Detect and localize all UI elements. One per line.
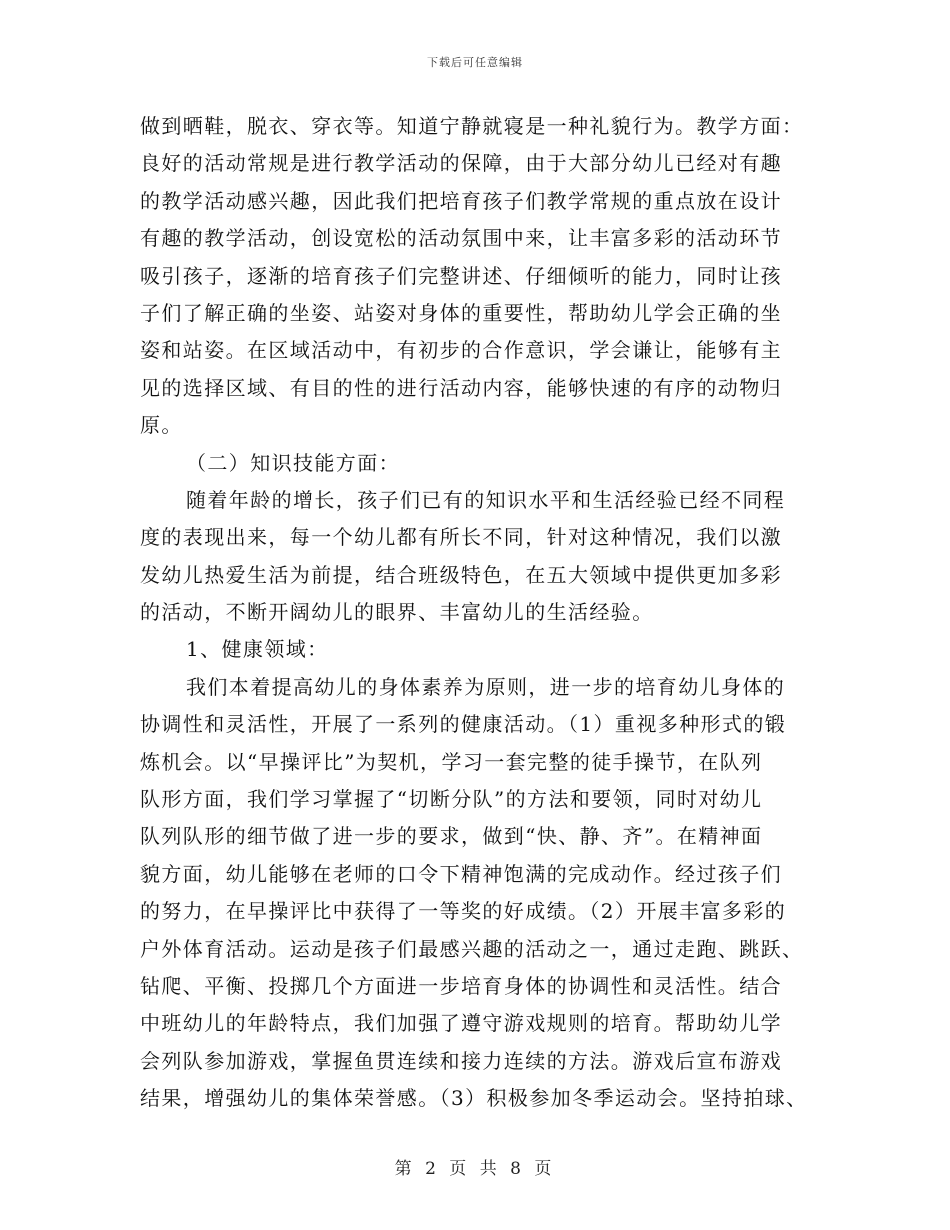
text-line: 炼机会。以“早操评比”为契机，学习一套完整的徒手操节，在队列 bbox=[140, 749, 763, 774]
text-line: 1、健康领域： bbox=[186, 637, 329, 662]
text-line: 的教学活动感兴趣，因此我们把培育孩子们教学常规的重点放在设计 bbox=[140, 188, 782, 213]
text-line: 随着年龄的增长，孩子们已有的知识水平和生活经验已经不同程 bbox=[186, 487, 786, 512]
text-line: 队形方面，我们学习掌握了“切断分队”的方法和要领，同时对幼儿 bbox=[140, 787, 763, 812]
text-line: 队列队形的细节做了进一步的要求，做到“快、静、齐”。在精神面 bbox=[140, 824, 763, 849]
page-header-note: 下载后可任意编辑 bbox=[427, 56, 523, 69]
text-line: （二）知识技能方面： bbox=[186, 450, 400, 475]
text-line: 度的表现出来，每一个幼儿都有所长不同，针对这种情况，我们以激 bbox=[140, 525, 782, 550]
text-line: 原。 bbox=[140, 413, 183, 438]
text-line: 做到晒鞋，脱衣、穿衣等。知道宁静就寝是一种礼貌行为。教学方面： bbox=[140, 114, 804, 138]
text-line: 发幼儿热爱生活为前提，结合班级特色，在五大领域中提供更加多彩 bbox=[140, 562, 782, 587]
text-line: 户外体育活动。运动是孩子们最感兴趣的活动之一，通过走跑、跳跃、 bbox=[140, 936, 804, 961]
text-line: 中班幼儿的年龄特点，我们加强了遵守游戏规则的培育。帮助幼儿学 bbox=[140, 1011, 782, 1036]
text-line: 我们本着提高幼儿的身体素养为原则，进一步的培育幼儿身体的 bbox=[186, 674, 786, 699]
text-line: 会列队参加游戏，掌握鱼贯连续和接力连续的方法。游戏后宣布游戏 bbox=[140, 1048, 782, 1073]
text-line: 姿和站姿。在区域活动中，有初步的合作意识，学会谦让，能够有主 bbox=[140, 338, 782, 363]
text-line: 良好的活动常规是进行教学活动的保障，由于大部分幼儿已经对有趣 bbox=[140, 151, 782, 176]
document-body bbox=[140, 108, 830, 1118]
text-line: 的努力，在早操评比中获得了一等奖的好成绩。（2）开展丰富多彩的 bbox=[140, 899, 787, 924]
text-line: 协调性和灵活性，开展了一系列的健康活动。（1）重视多种形式的锻 bbox=[140, 712, 787, 737]
text-line: 子们了解正确的坐姿、站姿对身体的重要性，帮助幼儿学会正确的坐 bbox=[140, 300, 782, 325]
text-line: 貌方面，幼儿能够在老师的口令下精神饱满的完成动作。经过孩子们 bbox=[140, 861, 782, 886]
text-line: 结果，增强幼儿的集体荣誉感。（3）积极参加冬季运动会。坚持拍球、 bbox=[140, 1086, 808, 1111]
text-line: 有趣的教学活动，创设宽松的活动氛围中来，让丰富多彩的活动环节 bbox=[140, 226, 782, 251]
page-number-footer: 第 2 页 共 8 页 bbox=[394, 1159, 556, 1179]
text-line: 钻爬、平衡、投掷几个方面进一步培育身体的协调性和灵活性。结合 bbox=[140, 973, 782, 998]
text-line: 的活动，不断开阔幼儿的眼界、丰富幼儿的生活经验。 bbox=[140, 600, 654, 625]
text-line: 吸引孩子，逐渐的培育孩子们完整讲述、仔细倾听的能力，同时让孩 bbox=[140, 263, 782, 288]
text-line: 见的选择区域、有目的性的进行活动内容，能够快速的有序的动物归 bbox=[140, 375, 782, 400]
